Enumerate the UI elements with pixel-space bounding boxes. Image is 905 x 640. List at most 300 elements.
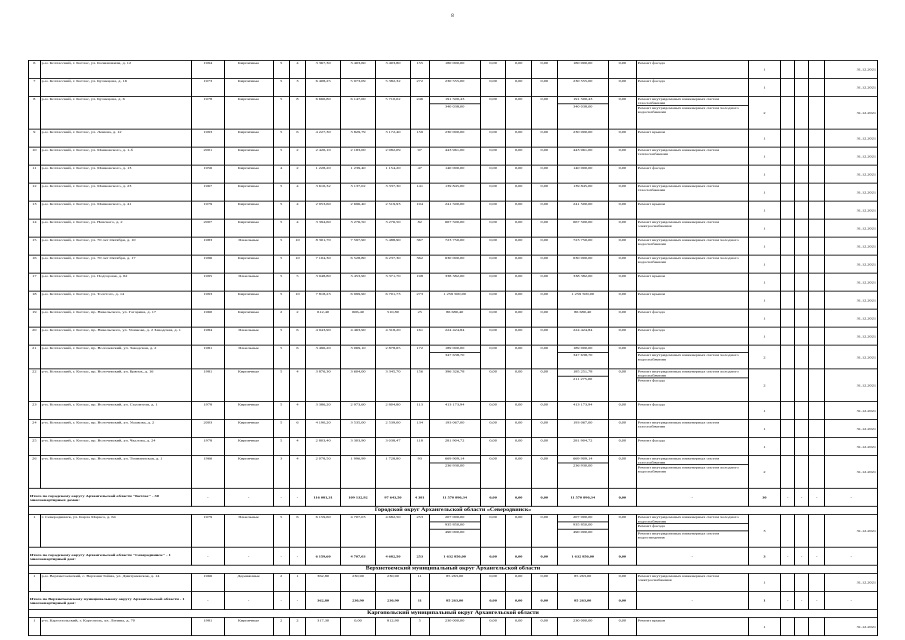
fund-cell: 0,00 xyxy=(480,618,506,636)
row-number: 22 xyxy=(29,369,41,402)
region-title: Каргопольский муниципальный округ Архангельской области xyxy=(29,609,878,617)
cost-cell: 191 500,43 340 038,00 xyxy=(429,96,480,129)
address-cell: р-н. Котласский, г. Котлас, пр. Невельского, ул. Гагарина, д. 17 xyxy=(40,309,191,327)
fund-cell: 0,00 xyxy=(532,183,558,201)
area-total-cell: 317,30 xyxy=(306,618,341,636)
total-dash: - xyxy=(289,488,305,506)
table-row xyxy=(29,201,878,219)
address-cell: р-н. Котласский, г. Котлас, пр. Волочевский, ул. Заводская, д. 2 xyxy=(40,345,191,369)
table-row xyxy=(29,369,878,402)
empty-cell xyxy=(781,165,795,183)
fund-cell: 0,00 xyxy=(506,201,532,219)
other-fund-cell: 0,00 xyxy=(608,219,636,237)
area-total-cell: 8 301,70 xyxy=(306,237,341,255)
other-fund-cell: 0,00 xyxy=(608,618,636,636)
owners-fund-cell: 193 067,00 xyxy=(557,420,608,438)
owners-fund-cell: 230 000,00 xyxy=(557,618,608,636)
year-cell: 1973 xyxy=(192,78,225,96)
total-fund: 0,00 xyxy=(532,547,558,565)
year-cell: 1995 xyxy=(192,273,225,291)
works-cell: Ремонт внутридомовых инженерных систем газоснабжения Ремонт внутридомовых инженерных систем холодного водоснабжения xyxy=(636,456,748,489)
total-fund: 0,00 xyxy=(532,488,558,506)
fund-cell: 0,00 xyxy=(506,165,532,183)
area-living-cell: 3 453,90 xyxy=(341,273,376,291)
address-cell: р-н. Котласский, г. Котлас, ул. Маяковского, д. 41 xyxy=(40,201,191,219)
residents-cell: 272 xyxy=(410,78,429,96)
total-owners-fund: 85 263,00 xyxy=(557,591,608,609)
area-owned-cell: 3 403,80 xyxy=(376,60,411,78)
region-header-row xyxy=(29,565,878,573)
fund-cell: 0,00 xyxy=(480,309,506,327)
works-cell: Ремонт фасада xyxy=(636,309,748,327)
row-number: 20 xyxy=(29,327,41,345)
area-owned-cell: 4 318,20 xyxy=(376,327,411,345)
floors-cell: 5 xyxy=(273,515,289,548)
area-total-cell: 2 953,60 xyxy=(306,201,341,219)
year-cell: 1978 xyxy=(192,96,225,129)
year-cell: 1966 xyxy=(192,456,225,489)
entrances-cell: 2 xyxy=(289,147,305,165)
fund-cell: 0,00 xyxy=(480,402,506,420)
empty-cell xyxy=(809,456,825,489)
area-living-cell: 4 463,90 xyxy=(341,327,376,345)
row-number: 17 xyxy=(29,273,41,291)
floors-cell: 5 xyxy=(273,129,289,147)
year-cell: 1981 xyxy=(192,369,225,402)
table-row xyxy=(29,420,878,438)
table-row xyxy=(29,273,878,291)
area-owned-cell: 4 682,50 xyxy=(376,515,411,548)
empty-cell xyxy=(781,78,795,96)
works-count-cell: 1 xyxy=(748,255,781,273)
floors-cell: 5 xyxy=(273,420,289,438)
address-cell: р-н. Котласский, г. Котлас, ул. Невского, д. 2 xyxy=(40,219,191,237)
address-cell: р-н. Котласский, г. Котлас, пр. Невельского, ул. Ушакова, д. 2 Заводская, д. 1 xyxy=(40,327,191,345)
wall-material-cell: Панельные xyxy=(224,237,273,255)
total-dash: - xyxy=(781,591,795,609)
empty-cell xyxy=(781,420,795,438)
repair-registry-table xyxy=(28,60,878,636)
total-row xyxy=(29,591,878,609)
owners-fund-cell: 180 000,00 xyxy=(557,60,608,78)
floors-cell: 5 xyxy=(273,369,289,402)
completion-date-cell: 31.12.2021 xyxy=(825,201,878,219)
works-count-cell: 3 xyxy=(748,515,781,548)
year-cell: 1996 xyxy=(192,255,225,273)
owners-fund-cell: 723 750,00 xyxy=(557,237,608,255)
area-living-cell: 2 183,00 xyxy=(341,147,376,165)
owners-fund-cell: 338 382,00 xyxy=(557,273,608,291)
completion-date-cell: 31.12.2021 xyxy=(825,60,878,78)
owners-fund-cell: 85 263,00 xyxy=(557,573,608,591)
entrances-cell: 1 xyxy=(289,573,305,591)
works-count-cell: 1 xyxy=(748,618,781,636)
empty-cell xyxy=(795,327,809,345)
entrances-cell: 2 xyxy=(289,618,305,636)
wall-material-cell: Кирпичные xyxy=(224,219,273,237)
entrances-cell: 3 xyxy=(289,78,305,96)
page-number: 8 xyxy=(451,14,454,19)
year-cell: 2003 xyxy=(192,420,225,438)
total-dash: - xyxy=(809,591,825,609)
empty-cell xyxy=(809,60,825,78)
works-cell: Ремонт крыши xyxy=(636,291,748,309)
empty-cell xyxy=(781,60,795,78)
fund-cell: 0,00 xyxy=(506,456,532,489)
wall-material-cell: Кирпичные xyxy=(224,183,273,201)
works-cell: Ремонт внутридомовых инженерных систем холодного водоснабжения Ремонт фасада xyxy=(636,369,748,402)
entrances-cell: 6 xyxy=(289,327,305,345)
cost-cell: 443 961,00 xyxy=(429,147,480,165)
table-row xyxy=(29,456,878,489)
year-cell: 1966 xyxy=(192,573,225,591)
address-cell: р-н. Котласский, г. Котлас, ул. Маяковского, д. 1-б xyxy=(40,147,191,165)
entrances-cell: 4 xyxy=(289,60,305,78)
address-cell: р-н. Котласский, г. Котлас, ул. Ленина, д. 12 xyxy=(40,129,191,147)
row-number: 21 xyxy=(29,345,41,369)
area-total-cell: 4 190,20 xyxy=(306,420,341,438)
works-cell: Ремонт внутридомовых инженерных систем холодного водоснабжения xyxy=(636,237,748,255)
empty-cell xyxy=(781,573,795,591)
fund-cell: 0,00 xyxy=(506,327,532,345)
other-fund-cell: 0,00 xyxy=(608,573,636,591)
empty-cell xyxy=(795,309,809,327)
entrances-cell: 6 xyxy=(289,420,305,438)
empty-cell xyxy=(809,129,825,147)
total-fund: 0,00 xyxy=(480,488,506,506)
total-dash: - xyxy=(289,547,305,565)
cost-cell: 230 555,00 xyxy=(429,78,480,96)
cost-cell: 338 382,00 xyxy=(429,273,480,291)
fund-cell: 0,00 xyxy=(480,237,506,255)
area-owned-cell: 812,90 xyxy=(376,618,411,636)
wall-material-cell: Панельные xyxy=(224,273,273,291)
total-residents: 11 xyxy=(410,591,429,609)
residents-cell: 246 xyxy=(410,96,429,129)
empty-cell xyxy=(809,237,825,255)
fund-cell: 0,00 xyxy=(506,420,532,438)
fund-cell: 0,00 xyxy=(480,456,506,489)
area-total-cell: 3 496,20 xyxy=(306,345,341,369)
area-living-cell: 3 535,00 xyxy=(341,420,376,438)
fund-cell: 0,00 xyxy=(506,438,532,456)
empty-cell xyxy=(781,147,795,165)
completion-date-cell: 31.12.2021 xyxy=(825,219,878,237)
total-area-total: 362,80 xyxy=(306,591,341,609)
residents-cell: 97 xyxy=(410,147,429,165)
other-fund-cell: 0,00 xyxy=(608,273,636,291)
empty-cell xyxy=(781,291,795,309)
fund-cell: 0,00 xyxy=(506,96,532,129)
area-living-cell: 5 973,09 xyxy=(341,78,376,96)
address-cell: р-н. Котласский, г. Котлас, ул. Кочиашвили, д. 12 xyxy=(40,60,191,78)
entrances-cell: 4 xyxy=(289,201,305,219)
empty-cell xyxy=(781,129,795,147)
area-owned-cell: 230,90 xyxy=(376,573,411,591)
address-cell: р-н. Котласский, г. Котлас, пр. Волочевский, ул. Ушакова, д. 2 xyxy=(40,420,191,438)
area-owned-cell: 6 237,30 xyxy=(376,255,411,273)
table-row xyxy=(29,402,878,420)
fund-cell: 0,00 xyxy=(506,183,532,201)
works-count-cell: 1 xyxy=(748,219,781,237)
area-owned-cell: 6 701,73 xyxy=(376,291,411,309)
floors-cell: 5 xyxy=(273,60,289,78)
total-fund: 0,00 xyxy=(506,488,532,506)
area-total-cell: 362,80 xyxy=(306,573,341,591)
floors-cell: 2 xyxy=(273,573,289,591)
address-cell: р-н. Котласский, г. Котлас, пр. Волочевский, ул. Чкалова, д. 24 xyxy=(40,438,191,456)
table-row xyxy=(29,438,878,456)
total-dash: - xyxy=(192,591,225,609)
floors-cell: 5 xyxy=(273,402,289,420)
works-count-cell: 1 xyxy=(748,78,781,96)
area-owned-cell: 1 154,20 xyxy=(376,165,411,183)
fund-cell: 0,00 xyxy=(480,78,506,96)
address-cell: р-н. Котласский, г. Котлас, ул. Маяковского, д. 13 xyxy=(40,165,191,183)
owners-fund-cell: 207 000,00 935 850,00 490 000,00 xyxy=(557,515,608,548)
owners-fund-cell: 413 173,94 xyxy=(557,402,608,420)
other-fund-cell: 0,00 xyxy=(608,60,636,78)
empty-cell xyxy=(795,369,809,402)
total-works-count: 3 xyxy=(748,547,781,565)
empty-cell xyxy=(809,165,825,183)
area-total-cell: 4 227,30 xyxy=(306,129,341,147)
residents-cell: 161 xyxy=(410,327,429,345)
fund-cell: 0,00 xyxy=(506,291,532,309)
total-dash: - xyxy=(825,488,878,506)
completion-date-cell: 31.12.2021 xyxy=(825,309,878,327)
address-cell: р-н. Котласский, г. Котлас, пр. Волочевский, ул. Томилинская, д. 1 xyxy=(40,456,191,489)
empty-cell xyxy=(809,255,825,273)
empty-cell xyxy=(795,345,809,369)
area-owned-cell: 5 382,32 xyxy=(376,78,411,96)
fund-cell: 0,00 xyxy=(506,273,532,291)
wall-material-cell: Кирпичные xyxy=(224,456,273,489)
total-area-living: 230,90 xyxy=(341,591,376,609)
cost-cell: 281 904,72 xyxy=(429,438,480,456)
residents-cell: 141 xyxy=(410,183,429,201)
empty-cell xyxy=(795,291,809,309)
fund-cell: 0,00 xyxy=(532,309,558,327)
table-row xyxy=(29,219,878,237)
floors-cell: 5 xyxy=(273,219,289,237)
fund-cell: 0,00 xyxy=(480,573,506,591)
owners-fund-cell: 669 909,14 236 930,00 xyxy=(557,456,608,489)
floors-cell: 5 xyxy=(273,273,289,291)
empty-cell xyxy=(781,438,795,456)
area-living-cell: 3 829,79 xyxy=(341,129,376,147)
total-other-fund: 0,00 xyxy=(608,591,636,609)
fund-cell: 0,00 xyxy=(532,60,558,78)
year-cell: 1967 xyxy=(192,183,225,201)
empty-cell xyxy=(781,237,795,255)
area-total-cell: 2 426,10 xyxy=(306,147,341,165)
empty-cell xyxy=(809,573,825,591)
total-other-fund: 0,00 xyxy=(608,547,636,565)
wall-material-cell: Панельные xyxy=(224,327,273,345)
entrances-cell: 4 xyxy=(289,219,305,237)
region-header-row xyxy=(29,506,878,514)
works-cell: Ремонт внутридомовых инженерных систем газоснабжения Ремонт внутридомовых инженерных систем холодного водоснабжения xyxy=(636,96,748,129)
empty-cell xyxy=(809,420,825,438)
fund-cell: 0,00 xyxy=(506,402,532,420)
wall-material-cell: Кирпичные xyxy=(224,255,273,273)
empty-cell xyxy=(795,60,809,78)
owners-fund-cell: 140 000,00 xyxy=(557,165,608,183)
fund-cell: 0,00 xyxy=(506,219,532,237)
row-number: 7 xyxy=(29,78,41,96)
empty-cell xyxy=(781,515,795,548)
works-cell: Ремонт фасада xyxy=(636,402,748,420)
cost-cell: 140 000,00 xyxy=(429,165,480,183)
total-label: Итого по Верхнетоемскому муниципальному округу Архангельской области - 1 многоквартирный дом: xyxy=(29,591,192,609)
fund-cell: 0,00 xyxy=(480,345,506,369)
area-owned-cell: 3 276,50 xyxy=(376,219,411,237)
total-dash: - xyxy=(795,591,809,609)
other-fund-cell: 0,00 xyxy=(608,201,636,219)
empty-cell xyxy=(809,96,825,129)
fund-cell: 0,00 xyxy=(506,60,532,78)
total-dash: - xyxy=(273,488,289,506)
works-cell: Ремонт внутридомовых инженерных систем газоснабжения xyxy=(636,420,748,438)
empty-cell xyxy=(809,309,825,327)
area-total-cell: 612,40 xyxy=(306,309,341,327)
row-number: 19 xyxy=(29,309,41,327)
empty-cell xyxy=(809,78,825,96)
completion-date-cell: 31.12.2021 xyxy=(825,573,878,591)
table-row xyxy=(29,515,878,548)
floors-cell: 5 xyxy=(273,183,289,201)
completion-date-cell: 31.12.2021 xyxy=(825,291,878,309)
fund-cell: 0,00 xyxy=(532,327,558,345)
works-cell: Ремонт фасада xyxy=(636,78,748,96)
total-cost: 11 570 890,34 xyxy=(429,488,480,506)
area-total-cell: 3 367,30 xyxy=(306,60,341,78)
fund-cell: 0,00 xyxy=(532,345,558,369)
area-owned-cell: 3 337,30 xyxy=(376,183,411,201)
residents-cell: 198 xyxy=(410,273,429,291)
completion-date-cell: 31.12.2021 xyxy=(825,402,878,420)
area-owned-cell: 2 878,65 xyxy=(376,345,411,369)
floors-cell: 2 xyxy=(273,309,289,327)
table-row xyxy=(29,147,878,165)
cost-cell: 86 680,40 xyxy=(429,309,480,327)
completion-date-cell: 31.12.2021 xyxy=(825,255,878,273)
owners-fund-cell: 189 000,00 347 638,70 xyxy=(557,345,608,369)
cost-cell: 85 263,00 xyxy=(429,573,480,591)
works-count-cell: 1 xyxy=(748,273,781,291)
entrances-cell: 4 xyxy=(289,456,305,489)
other-fund-cell: 0,00 xyxy=(608,78,636,96)
empty-cell xyxy=(809,201,825,219)
fund-cell: 0,00 xyxy=(480,147,506,165)
owners-fund-cell: 185 251,78 211 275,00 xyxy=(557,369,608,402)
area-living-cell: 1 239,40 xyxy=(341,165,376,183)
fund-cell: 0,00 xyxy=(532,515,558,548)
residents-cell: 155 xyxy=(410,60,429,78)
year-cell: 1978 xyxy=(192,438,225,456)
residents-cell: 25 xyxy=(410,309,429,327)
region-header-row xyxy=(29,609,878,617)
area-living-cell: 3 403,60 xyxy=(341,60,376,78)
floors-cell: 5 xyxy=(273,438,289,456)
cost-cell: 230 000,00 xyxy=(429,618,480,636)
empty-cell xyxy=(809,345,825,369)
total-dash: - xyxy=(825,547,878,565)
empty-cell xyxy=(781,456,795,489)
entrances-cell: 4 xyxy=(289,402,305,420)
total-residents: 253 xyxy=(410,547,429,565)
fund-cell: 0,00 xyxy=(480,219,506,237)
works-count-cell: 1 xyxy=(748,573,781,591)
fund-cell: 0,00 xyxy=(506,147,532,165)
works-cell: Ремонт крыши xyxy=(636,129,748,147)
empty-cell xyxy=(795,420,809,438)
year-cell: 1984 xyxy=(192,327,225,345)
owners-fund-cell: 230 555,00 xyxy=(557,78,608,96)
empty-cell xyxy=(795,183,809,201)
total-fund: 0,00 xyxy=(506,591,532,609)
total-label: Итого по городскому округу Архангельской области "Котлас" - 30 многоквартирных домов: xyxy=(29,488,192,506)
area-owned-cell: 510,80 xyxy=(376,309,411,327)
area-living-cell: 0,00 xyxy=(341,618,376,636)
empty-cell xyxy=(781,402,795,420)
empty-cell xyxy=(809,369,825,402)
entrances-cell: 6 xyxy=(289,129,305,147)
entrances-cell: 4 xyxy=(289,183,305,201)
row-number: 16 xyxy=(29,255,41,273)
total-works-count: 30 xyxy=(748,488,781,506)
area-total-cell: 3 394,60 xyxy=(306,219,341,237)
row-number: 1 xyxy=(29,618,41,636)
area-total-cell: 4 943,90 xyxy=(306,327,341,345)
owners-fund-cell: 224 424,84 xyxy=(557,327,608,345)
wall-material-cell: Панельные xyxy=(224,515,273,548)
fund-cell: 0,00 xyxy=(506,255,532,273)
area-total-cell: 7 104,30 xyxy=(306,255,341,273)
total-dash: - xyxy=(636,547,748,565)
total-label: Итого по городскому округу Архангельской области "Северодвинск" - 1 многоквартирный дом: xyxy=(29,547,192,565)
completion-date-cell: 31.12.2021 xyxy=(825,237,878,255)
row-number: 1 xyxy=(29,573,41,591)
owners-fund-cell: 1 259 500,00 xyxy=(557,291,608,309)
region-title: Верхнетоемский муниципальный округ Архангельской области xyxy=(29,565,878,573)
empty-cell xyxy=(795,165,809,183)
address-cell: р-н. Котласский, г. Котлас, пр. Волочевский, ул. Брянск, д. 16 xyxy=(40,369,191,402)
works-count-cell: 1 xyxy=(748,165,781,183)
owners-fund-cell: 630 000,00 xyxy=(557,255,608,273)
total-other-fund: 0,00 xyxy=(608,488,636,506)
area-living-cell: 3 069,10 xyxy=(341,345,376,369)
total-fund: 0,00 xyxy=(480,591,506,609)
other-fund-cell: 0,00 xyxy=(608,309,636,327)
year-cell: 1979 xyxy=(192,515,225,548)
residents-cell: 11 xyxy=(410,573,429,591)
fund-cell: 0,00 xyxy=(506,345,532,369)
completion-date-cell: 31.12.2021 xyxy=(825,438,878,456)
area-owned-cell: 1 728,80 xyxy=(376,456,411,489)
address-cell: р-н. Котласский, г. Котлас, пр. Волочевский, ул. Строителя, д. 1 xyxy=(40,402,191,420)
address-cell: р-н. Котласский, г. Котлас, ул. Маяковского, д. 23 xyxy=(40,183,191,201)
year-cell: 2001 xyxy=(192,147,225,165)
empty-cell xyxy=(781,618,795,636)
residents-cell: 367 xyxy=(410,237,429,255)
year-cell: 1979 xyxy=(192,201,225,219)
row-number: 14 xyxy=(29,219,41,237)
other-fund-cell: 0,00 xyxy=(608,237,636,255)
area-living-cell: 4 707,03 xyxy=(341,515,376,548)
empty-cell xyxy=(781,96,795,129)
